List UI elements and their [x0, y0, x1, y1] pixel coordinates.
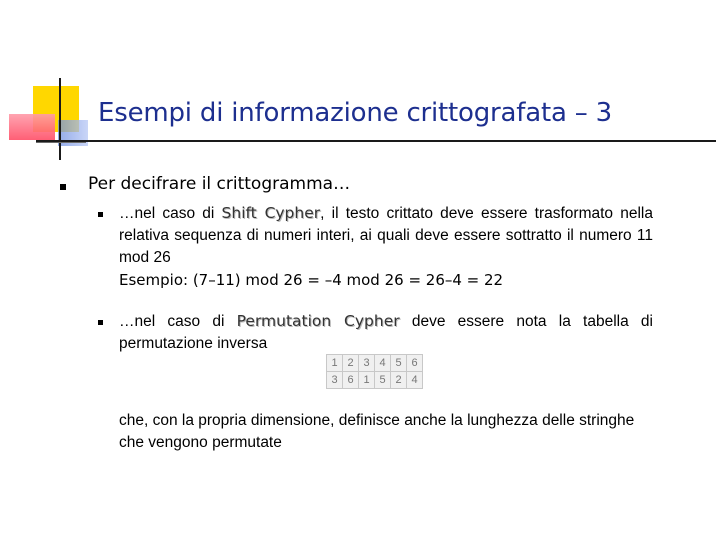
example-text: Esempio: (7–11) mod 26 = –4 mod 26 = 26–4 = 22	[119, 271, 504, 289]
table-cell: 3	[327, 372, 343, 389]
table-cell: 4	[407, 372, 423, 389]
vertical-decor-line	[59, 78, 61, 160]
table-cell: 5	[391, 355, 407, 372]
permutation-cypher-paragraph	[119, 310, 653, 355]
item2-prefix: …nel caso di	[119, 313, 237, 330]
shift-cypher-term: Shift Cypher	[221, 204, 321, 222]
table-cell: 4	[375, 355, 391, 372]
table-cell: 3	[359, 355, 375, 372]
table-cell: 1	[327, 355, 343, 372]
title-underline	[36, 140, 716, 142]
table-cell: 6	[343, 372, 359, 389]
table-cell: 6	[407, 355, 423, 372]
shift-cypher-paragraph	[119, 202, 653, 269]
bullet-icon	[98, 320, 103, 325]
table-row	[327, 355, 423, 372]
item2-text: deve essere nota la tabella di permutazione inversa	[119, 313, 653, 352]
table-row	[327, 372, 423, 389]
closing-text: che, con la propria dimensione, definisce anche la lunghezza delle stringhe che vengono permutate	[119, 412, 635, 451]
bullet-icon	[98, 212, 103, 217]
table-cell: 2	[343, 355, 359, 372]
item1-prefix: …nel caso di	[119, 205, 222, 222]
inverse-permutation-table	[326, 354, 423, 389]
title-underline-shadow	[36, 142, 86, 143]
table-cell: 1	[359, 372, 375, 389]
bullet-icon	[60, 184, 66, 190]
intro-text: Per decifrare il crittogramma…	[88, 174, 351, 194]
slide-title: Esempi di informazione crittografata – 3	[98, 98, 612, 128]
red-decor-square	[9, 114, 55, 140]
table-cell: 2	[391, 372, 407, 389]
table-cell: 5	[375, 372, 391, 389]
item1-text: , il testo crittato deve essere trasformato nella relativa sequenza di numeri interi, ai quali deve essere sottratto il numero 11 mod 26	[119, 205, 653, 266]
permutation-cypher-term: Permutation Cypher	[236, 312, 400, 330]
